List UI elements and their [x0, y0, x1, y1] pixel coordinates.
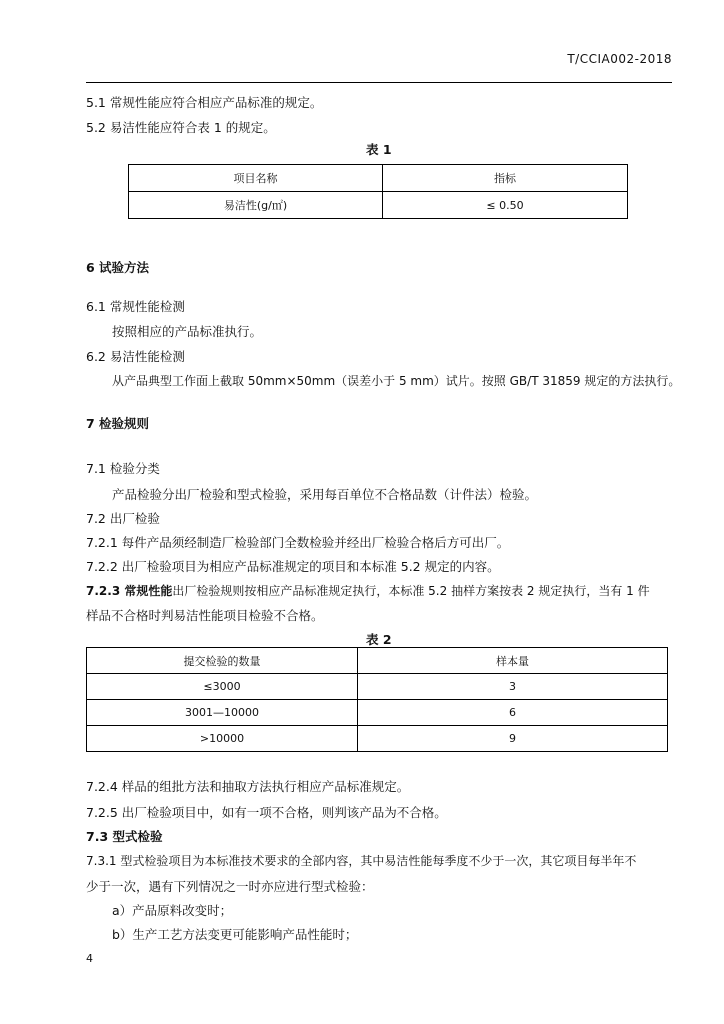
section-6-title: 6 试验方法: [86, 260, 150, 275]
table2-caption: 表 2: [366, 632, 392, 647]
table1: [128, 164, 628, 219]
table1-header-index: 指标: [383, 165, 628, 192]
table-row: [87, 726, 668, 752]
table-row: [129, 192, 628, 219]
table-row: [87, 700, 668, 726]
table1-header-row: [129, 165, 628, 192]
clause-6-2-text: 从产品典型工作面上截取 50mm×50mm（误差小于 5 mm）试片。按照 GB/T 31859 规定的方法执行。: [112, 374, 681, 388]
clause-6-2: 6.2 易洁性能检测: [86, 349, 185, 364]
clause-5-2: 5.2 易洁性能应符合表 1 的规定。: [86, 120, 276, 135]
table2-cell-quantity: 3001—10000: [87, 700, 358, 726]
clause-5-1: 5.1 常规性能应符合相应产品标准的规定。: [86, 95, 323, 110]
clause-7-2-4: 7.2.4 样品的组批方法和抽取方法执行相应产品标准规定。: [86, 779, 410, 794]
table2-cell-sample: 6: [358, 700, 668, 726]
clause-7-1: 7.1 检验分类: [86, 461, 160, 476]
clause-7-2: 7.2 出厂检验: [86, 511, 160, 526]
page-number: 4: [86, 952, 93, 965]
table2-header-sample: 样本量: [358, 648, 668, 674]
table2-cell-quantity: ≤3000: [87, 674, 358, 700]
clause-6-1: 6.1 常规性能检测: [86, 299, 185, 314]
table2-cell-sample: 3: [358, 674, 668, 700]
clause-7-2-3-number: 7.2.3 常规性能: [86, 584, 173, 598]
clause-7-2-3-cont: 样品不合格时判易洁性能项目检验不合格。: [86, 608, 324, 623]
table1-cell-item: 易洁性(g/㎡): [129, 192, 383, 219]
clause-7-3-1: 7.3.1 型式检验项目为本标准技术要求的全部内容，其中易洁性能每季度不少于一次，其它项目每半年不: [86, 854, 637, 868]
clause-7-3-1-cont: 少于一次，遇有下列情况之一时亦应进行型式检验：: [86, 879, 374, 894]
table2: [86, 647, 668, 752]
clause-7-2-5: 7.2.5 出厂检验项目中，如有一项不合格，则判该产品为不合格。: [86, 805, 447, 820]
table2-header-row: [87, 648, 668, 674]
table1-caption: 表 1: [366, 142, 392, 157]
clause-7-2-2: 7.2.2 出厂检验项目为相应产品标准规定的项目和本标准 5.2 规定的内容。: [86, 559, 500, 574]
clause-7-2-3: [86, 582, 650, 599]
table1-header-item: 项目名称: [129, 165, 383, 192]
clause-7-2-1: 7.2.1 每件产品须经制造厂检验部门全数检验并经出厂检验合格后方可出厂。: [86, 535, 510, 550]
clause-7-2-3-text: 出厂检验规则按相应产品标准规定执行，本标准 5.2 抽样方案按表 2 规定执行，当有 1 件: [172, 584, 650, 598]
table1-cell-value: ≤ 0.50: [383, 192, 628, 219]
list-item-a: a）产品原料改变时；: [112, 903, 233, 918]
clause-7-1-text: 产品检验分出厂检验和型式检验，采用每百单位不合格品数（计件法）检验。: [112, 487, 538, 502]
clause-7-3: 7.3 型式检验: [86, 829, 163, 844]
table2-cell-sample: 9: [358, 726, 668, 752]
section-7-title: 7 检验规则: [86, 416, 150, 431]
list-item-b: b）生产工艺方法变更可能影响产品性能时；: [112, 927, 358, 942]
table2-header-quantity: 提交检验的数量: [87, 648, 358, 674]
clause-6-1-text: 按照相应的产品标准执行。: [112, 324, 263, 339]
document-id: T/CCIA002-2018: [567, 52, 672, 66]
table-row: [87, 674, 668, 700]
header-rule: [86, 82, 672, 83]
table2-cell-quantity: >10000: [87, 726, 358, 752]
